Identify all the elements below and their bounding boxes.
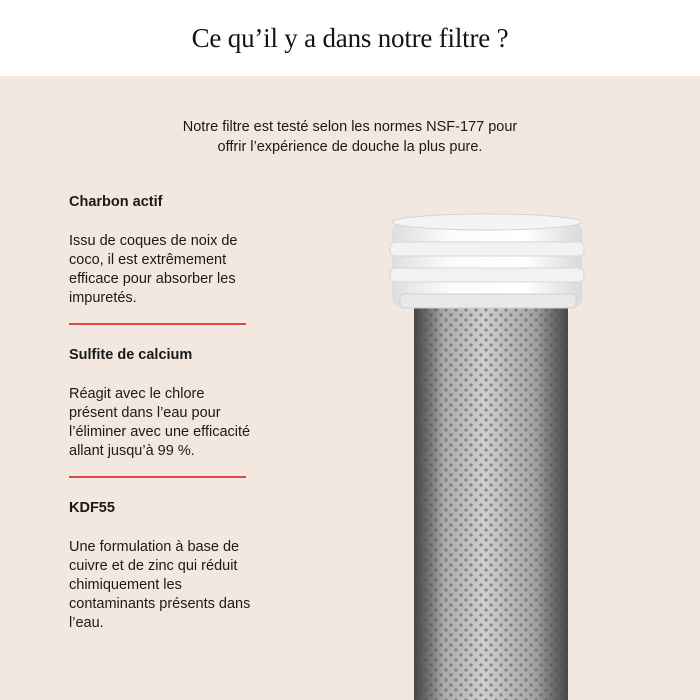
section-sulfite-de-calcium [69,346,309,461]
intro-line-1: Notre filtre est testé selon les normes NSF-177 pour [182,119,518,135]
description-line: l’eau. [69,615,104,631]
description-line: présent dans l’eau pour [69,405,221,421]
description-line: efficace pour absorber les [69,271,236,287]
description-line: coco, il est extrêmement [69,252,227,268]
description-line: contaminants présents dans [69,596,251,612]
page-header [0,0,700,76]
section-description [69,232,309,308]
section-title: KDF55 [69,500,115,516]
section-divider [69,323,246,325]
description-line: Une formulation à base de [69,539,240,555]
intro-line-2: offrir l’expérience de douche la plus pure. [217,139,483,155]
description-line: chimiquement les [69,577,182,593]
section-divider [69,476,246,478]
filter-cartridge-icon [388,212,588,700]
description-line: allant jusqu’à 99 %. [69,443,195,459]
section-charbon-actif [69,193,309,308]
page-title: Ce qu’il y a dans notre filtre ? [191,22,509,53]
section-description [69,538,309,633]
section-description [69,385,309,461]
section-title: Charbon actif [69,194,163,210]
section-title: Sulfite de calcium [69,347,193,363]
intro-text [0,117,700,157]
description-line: l’éliminer avec une efficacité [69,424,251,440]
description-line: Issu de coques de noix de [69,233,238,249]
description-line: impuretés. [69,290,137,306]
description-line: Réagit avec le chlore [69,386,205,402]
description-line: cuivre et de zinc qui réduit [69,558,238,574]
section-kdf55 [69,499,309,633]
